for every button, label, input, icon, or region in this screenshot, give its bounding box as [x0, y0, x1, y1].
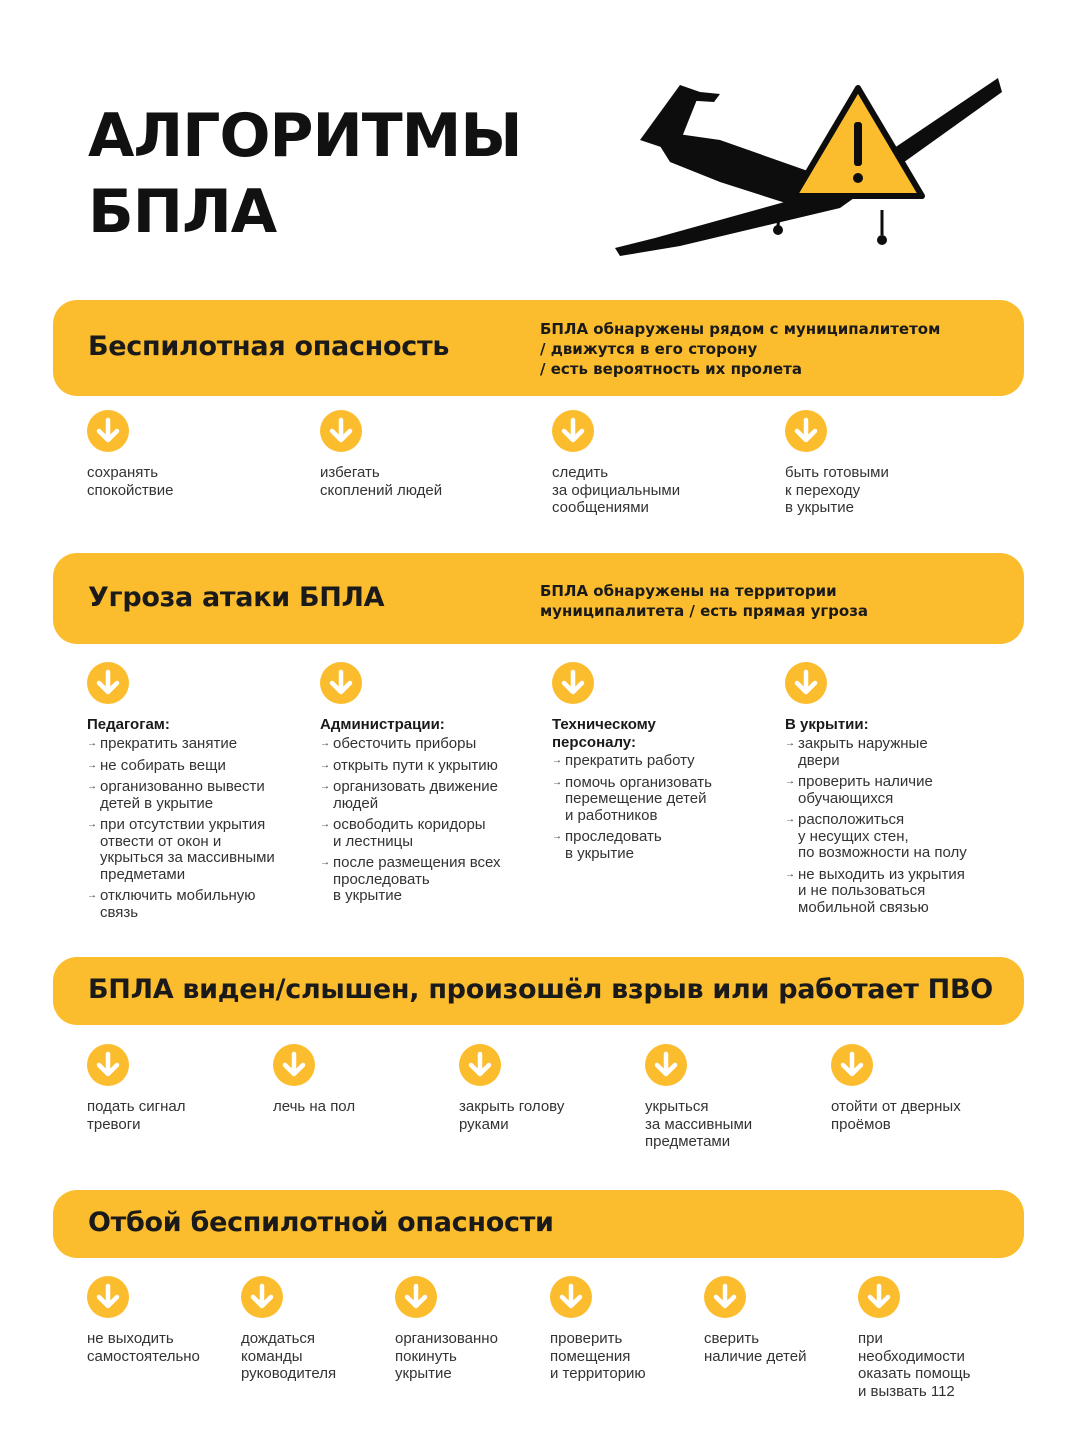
section-drone-danger-banner	[53, 300, 1024, 396]
list-item: → организовать движение людей	[320, 779, 535, 812]
list-item: → расположиться у несущих стен, по возможности на полу	[785, 812, 1000, 862]
arrow-down-circle-icon	[241, 1276, 283, 1318]
arrow-down-circle-icon	[320, 410, 362, 452]
arrow-down-circle-icon	[87, 410, 129, 452]
role-actions-list	[320, 736, 535, 910]
arrow-down-circle-icon	[320, 662, 362, 704]
role-actions-list	[552, 753, 767, 867]
arrow-down-circle-icon	[550, 1276, 592, 1318]
list-item: → отключить мобильную связь	[87, 888, 302, 921]
list-item: → закрыть наружные двери	[785, 736, 1000, 769]
arrow-down-circle-icon	[87, 1276, 129, 1318]
arrow-down-circle-icon	[87, 662, 129, 704]
role-actions-list	[87, 736, 302, 926]
role-heading: Педагогам:	[87, 716, 170, 733]
drone-warning-icon	[610, 70, 1010, 260]
role-actions-list	[785, 736, 1000, 921]
list-item: → при отсутствии укрытия отвести от окон и укрыться за массивными предметами	[87, 817, 302, 883]
section-attack-threat-title: Угроза атаки БПЛА	[88, 582, 385, 613]
arrow-down-circle-icon	[273, 1044, 315, 1086]
step-text: сохранять спокойствие	[87, 464, 174, 499]
step-text: лечь на пол	[273, 1098, 356, 1115]
list-item: → прекратить занятие	[87, 736, 302, 753]
list-item: → обесточить приборы	[320, 736, 535, 753]
list-item: → проверить наличие обучающихся	[785, 774, 1000, 807]
arrow-down-circle-icon	[645, 1044, 687, 1086]
page-title	[88, 98, 522, 250]
role-heading: Техническому персоналу:	[552, 716, 656, 751]
step-text: отойти от дверных проёмов	[831, 1098, 961, 1133]
page-title-line-2: БПЛА	[88, 177, 277, 247]
step-text: укрыться за массивными предметами	[645, 1098, 753, 1150]
step-text: проверить помещения и территорию	[550, 1330, 646, 1382]
arrow-down-circle-icon	[858, 1276, 900, 1318]
arrow-down-circle-icon	[552, 410, 594, 452]
arrow-down-circle-icon	[785, 662, 827, 704]
section-drone-visible-banner	[53, 957, 1024, 1025]
arrow-down-circle-icon	[704, 1276, 746, 1318]
step-text: дождаться команды руководителя	[241, 1330, 337, 1382]
list-item: → не выходить из укрытия и не пользоваться мобильной связью	[785, 867, 1000, 917]
list-item: → освободить коридоры и лестницы	[320, 817, 535, 850]
arrow-down-circle-icon	[395, 1276, 437, 1318]
section-all-clear-title: Отбой беспилотной опасности	[88, 1207, 554, 1238]
section-attack-threat-banner	[53, 553, 1024, 644]
arrow-down-circle-icon	[785, 410, 827, 452]
step-text: подать сигнал тревоги	[87, 1098, 186, 1133]
page-title-line-1: АЛГОРИТМЫ	[88, 101, 522, 171]
list-item: → открыть пути к укрытию	[320, 758, 535, 775]
section-drone-visible-title: БПЛА виден/слышен, произошёл взрыв или работает ПВО	[88, 974, 993, 1005]
list-item: → не собирать вещи	[87, 758, 302, 775]
role-heading: В укрытии:	[785, 716, 869, 733]
list-item: → организованно вывести детей в укрытие	[87, 779, 302, 812]
list-item: → помочь организовать перемещение детей и работников	[552, 775, 767, 825]
list-item: → проследовать в укрытие	[552, 829, 767, 862]
step-text: быть готовыми к переходу в укрытие	[785, 464, 889, 516]
step-text: избегать скоплений людей	[320, 464, 443, 499]
step-text: организованно покинуть укрытие	[395, 1330, 498, 1382]
arrow-down-circle-icon	[831, 1044, 873, 1086]
list-item: → прекратить работу	[552, 753, 767, 770]
step-text: следить за официальными сообщениями	[552, 464, 681, 516]
section-all-clear-banner	[53, 1190, 1024, 1258]
step-text: сверить наличие детей	[704, 1330, 807, 1365]
arrow-down-circle-icon	[552, 662, 594, 704]
role-heading: Администрации:	[320, 716, 445, 733]
section-attack-threat-note: БПЛА обнаружены на территории муниципалитета / есть прямая угроза	[540, 582, 869, 620]
arrow-down-circle-icon	[87, 1044, 129, 1086]
section-drone-danger-note: БПЛА обнаружены рядом с муниципалитетом / движутся в его сторону / есть вероятность их пролета	[540, 320, 941, 378]
step-text: при необходимости оказать помощь и вызвать 112	[858, 1330, 971, 1400]
step-text: не выходить самостоятельно	[87, 1330, 200, 1365]
list-item: → после размещения всех проследовать в укрытие	[320, 855, 535, 905]
step-text: закрыть голову руками	[459, 1098, 565, 1133]
arrow-down-circle-icon	[459, 1044, 501, 1086]
section-drone-danger-title: Беспилотная опасность	[88, 331, 450, 362]
